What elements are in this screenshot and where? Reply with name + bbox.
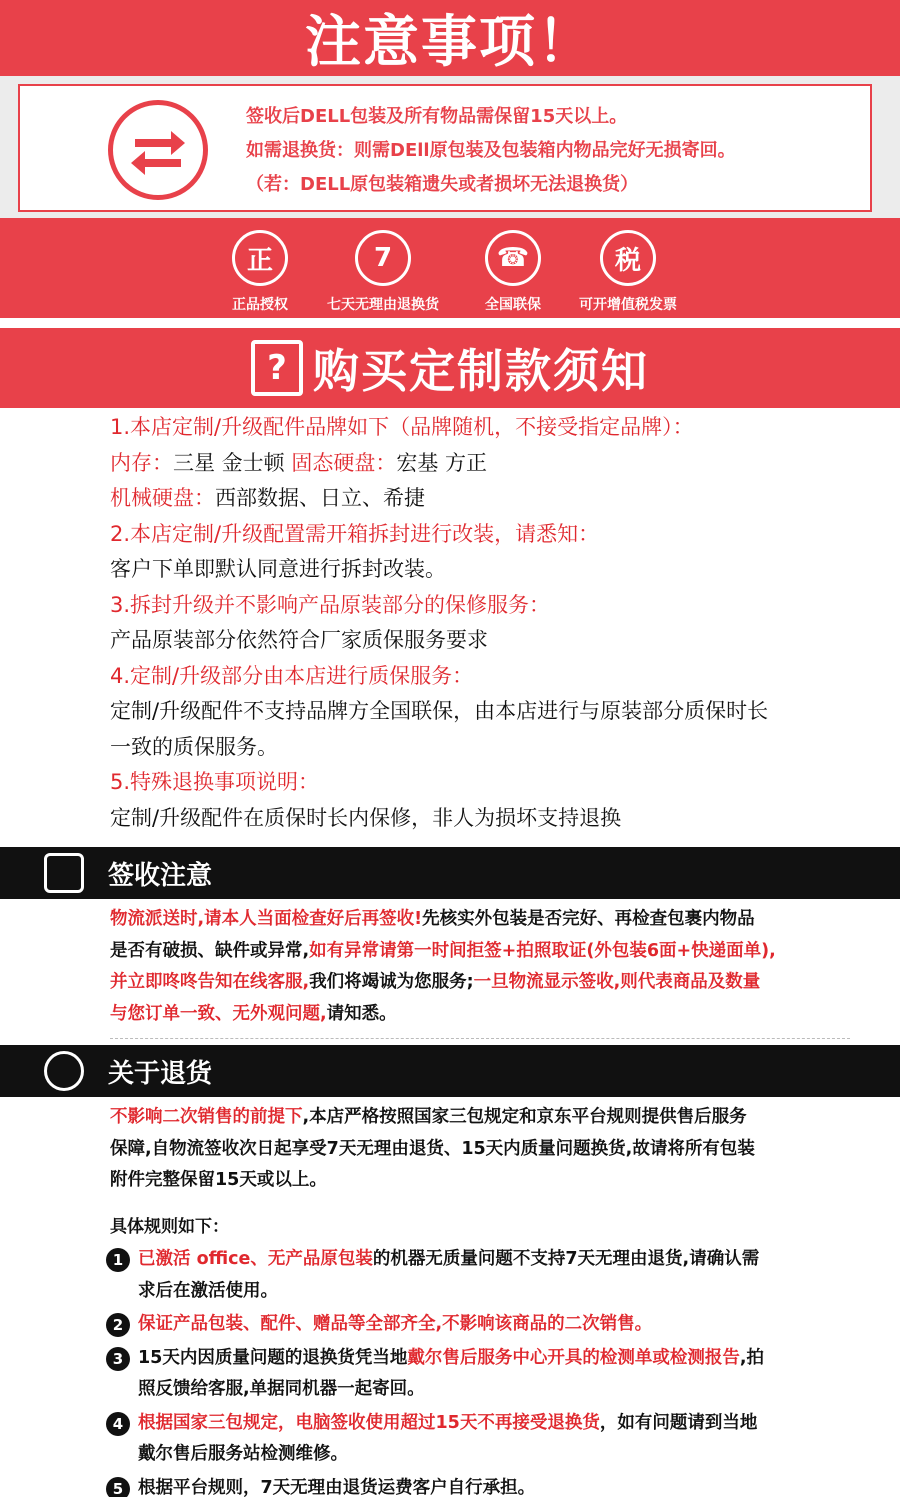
rule-title: 5.特殊退换事项说明： [110, 770, 320, 794]
list-item [104, 1408, 884, 1471]
text: 15天内因质量问题的退换货凭当地 [138, 1347, 408, 1368]
section-title: 签收注意 [108, 860, 213, 891]
value: 西部数据、日立、希捷 [215, 486, 425, 510]
list-intro: 具体规则如下： [110, 1217, 229, 1237]
item-line: 戴尔售后服务站检测维修。 [138, 1444, 348, 1464]
package-return-icon [44, 1051, 84, 1091]
highlight: 不影响二次销售的前提下 [110, 1107, 303, 1127]
badge-label: 七天无理由退换货 [327, 297, 439, 313]
item-line [138, 1408, 884, 1440]
number-badge-icon: 2 [106, 1313, 130, 1337]
highlight: 并立即咚咚告知在线客服, [110, 972, 310, 992]
custom-title-bar [0, 328, 900, 408]
value: 宏基 方正 [396, 450, 488, 475]
text-line [110, 967, 880, 999]
rule-title: 1.本店定制/升级配件品牌如下（品牌随机，不接受指定品牌）： [110, 415, 694, 439]
notice-line: 如需退换货：则需DEll原包装及包装箱内物品完好无损寄回。 [246, 140, 736, 161]
item-line: 根据平台规则，7天无理由退货运费客户自行承担。 [138, 1477, 536, 1497]
seven-day-icon: 7 [355, 230, 411, 286]
number-badge-icon: 4 [106, 1412, 130, 1436]
rule-line [110, 481, 880, 517]
text-line: 保障,自物流签收次日起享受7天无理由退货、15天内质量问题换货,故请将所有包装 [110, 1138, 755, 1159]
number-badge-icon: 5 [106, 1477, 130, 1497]
list-item [104, 1309, 884, 1341]
rule-body: 一致的质保服务。 [110, 734, 278, 759]
label: 内存： [110, 450, 173, 475]
section-title: 关于退货 [108, 1058, 213, 1089]
notice-section [0, 76, 900, 218]
return-rules-list [104, 1212, 884, 1497]
notice-lines [246, 100, 736, 202]
item-line: 求后在激活使用。 [138, 1280, 278, 1301]
highlight: 戴尔售后服务中心开具的检测单或检测报告 [407, 1347, 740, 1368]
receipt-text [110, 904, 880, 1030]
text: ,拍 [739, 1347, 765, 1368]
highlight: 如有异常请第一时间拒签+拍照取证(外包装6面+快递面单), [309, 940, 776, 961]
rule-line [110, 446, 880, 482]
notice-header [0, 0, 900, 76]
divider [0, 318, 900, 328]
label: 机械硬盘： [110, 486, 215, 510]
rule-body: 客户下单即默认同意进行拆封改装。 [110, 557, 446, 581]
rule-title: 2.本店定制/升级配置需开箱拆封进行改装，请悉知： [110, 521, 600, 546]
support-agent-icon: ☎ [485, 230, 541, 286]
badge-seven-day [313, 230, 453, 314]
returns-title-bar [0, 1045, 900, 1097]
text-line [110, 1102, 880, 1134]
item-line [138, 1244, 884, 1276]
badge-label: 可开增值税发票 [579, 297, 677, 313]
highlight: 物流派送时,请本人当面检查好后再签收! [110, 909, 423, 929]
list-item [104, 1343, 884, 1406]
badge-label: 全国联保 [485, 297, 541, 313]
text: ，如有问题请到当地 [599, 1412, 758, 1433]
text: ,本店严格按照国家三包规定和京东平台规则提供售后服务 [302, 1107, 747, 1127]
rule-body: 定制/升级配件在质保时长内保修，非人为损坏支持退换 [110, 805, 622, 830]
swap-arrows-icon [108, 100, 208, 200]
text: 是否有破损、缺件或异常, [110, 940, 310, 961]
genuine-icon: 正 [232, 230, 288, 286]
service-badges [0, 218, 900, 318]
text-line [110, 999, 880, 1031]
notice-line: 签收后DELL包装及所有物品需保留15天以上。 [246, 106, 628, 127]
text: 先核实外包装是否完好、再检查包裹内物品 [422, 909, 755, 929]
rule-body: 定制/升级配件不支持品牌方全国联保，由本店进行与原装部分质保时长 [110, 699, 769, 723]
badge-genuine [190, 230, 330, 314]
badge-label: 正品授权 [232, 297, 288, 313]
tax-icon: 税 [600, 230, 656, 286]
notice-box [18, 84, 872, 212]
number-badge-icon: 3 [106, 1347, 130, 1371]
divider [110, 1038, 850, 1039]
highlight: 根据国家三包规定，电脑签收使用超过15天不再接受退换货 [138, 1412, 600, 1433]
rule-body: 产品原装部分依然符合厂家质保服务要求 [110, 628, 488, 652]
highlight: 一旦物流显示签收,则代表商品及数量 [473, 972, 761, 992]
receipt-title-bar [0, 847, 900, 899]
list-item [104, 1244, 884, 1307]
notice-line: （若：DELL原包装箱遗失或者损坏无法退换货） [246, 174, 639, 195]
highlight: 与您订单一致、无外观问题, [110, 1003, 327, 1024]
item-line [138, 1343, 884, 1375]
returns-text [110, 1102, 880, 1197]
number-badge-icon: 1 [106, 1248, 130, 1272]
section-title: 购买定制款须知 [313, 344, 649, 398]
value: 三星 金士顿 [173, 450, 292, 475]
text-line [110, 936, 880, 968]
list-item [104, 1473, 884, 1497]
rule-title: 3.拆封升级并不影响产品原装部分的保修服务： [110, 592, 551, 617]
text-line [110, 904, 880, 936]
badge-invoice [558, 230, 698, 314]
custom-rules [110, 410, 880, 836]
question-edit-icon: ? [251, 340, 303, 396]
clipboard-check-icon [44, 853, 84, 893]
text: 的机器无质量问题不支持7天无理由退货,请确认需 [372, 1249, 760, 1269]
item-line: 保证产品包装、配件、赠品等全部齐全,不影响该商品的二次销售。 [138, 1314, 653, 1334]
page-title: 注意事项！ [305, 10, 595, 75]
highlight: 已激活 office、无产品原包装 [138, 1249, 373, 1269]
text: 请知悉。 [326, 1003, 397, 1024]
text-line: 附件完整保留15天或以上。 [110, 1170, 327, 1190]
text: 我们将竭诚为您服务; [309, 972, 474, 992]
rule-title: 4.定制/升级部分由本店进行质保服务： [110, 663, 474, 688]
label: 固态硬盘： [291, 450, 397, 475]
item-line: 照反馈给客服,单据同机器一起寄回。 [138, 1379, 425, 1399]
